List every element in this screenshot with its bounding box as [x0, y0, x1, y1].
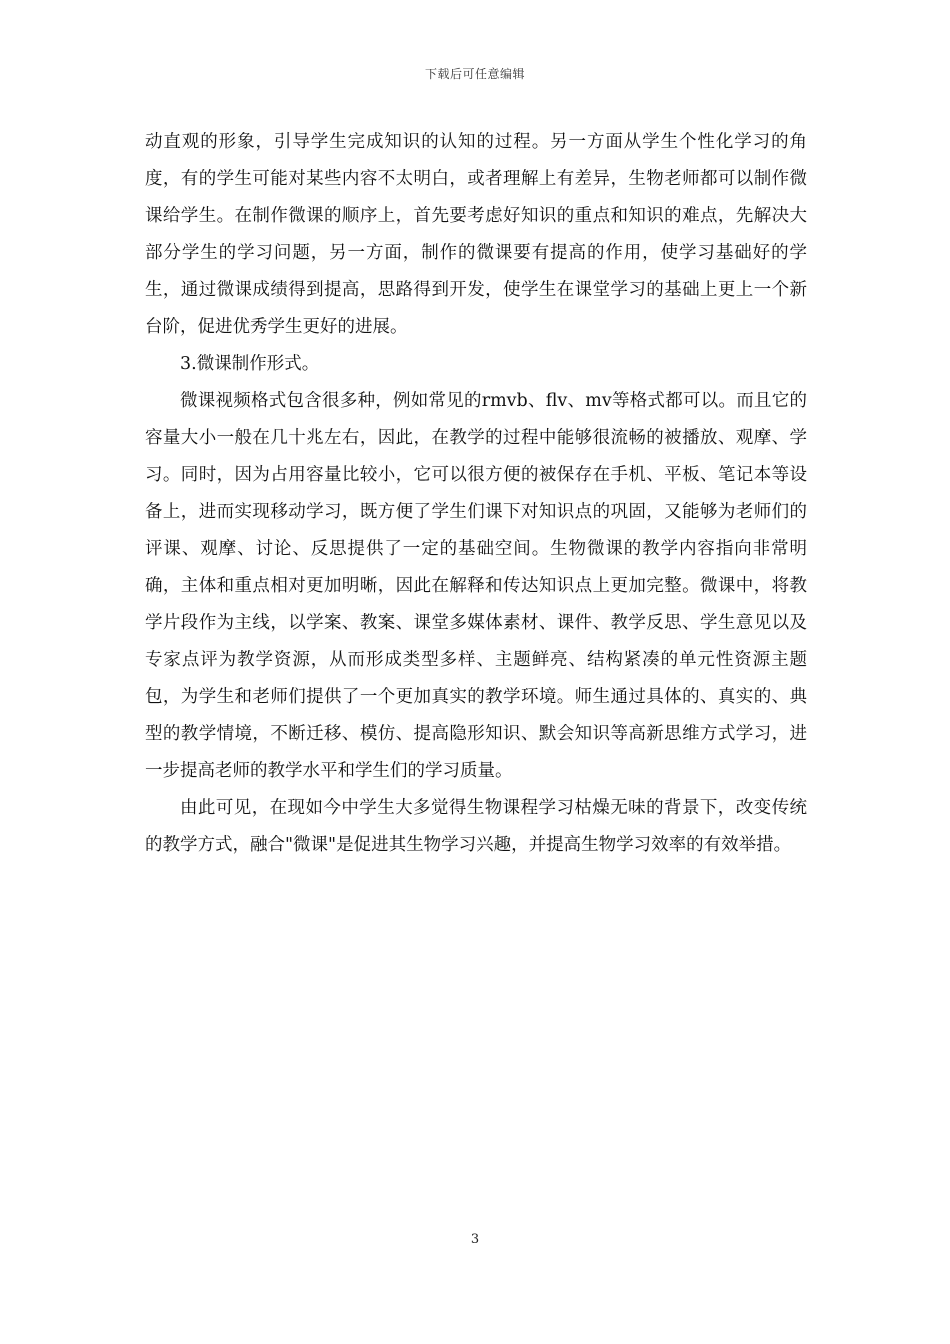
document-body [145, 124, 807, 864]
page-number: 3 [470, 1232, 480, 1247]
paragraph-format: 微课视频格式包含很多种，例如常见的rmvb、flv、mv等格式都可以。而且它的容量大小一般在几十兆左右，因此，在教学的过程中能够很流畅的被播放、观摩、学习。同时，因为占用容量比较小，它可以很方便的被保存在手机、平板、笔记本等设备上，进而实现移动学习，既方便了学生们课下对知识点的巩固，又能够为老师们的评课、观摩、讨论、反思提供了一定的基础空间。生物微课的教学内容指向非常明确，主体和重点相对更加明晰，因此在解释和传达知识点上更加完整。微课中，将教学片段作为主线，以学案、教案、课堂多媒体素材、课件、教学反思、学生意见以及专家点评为教学资源，从而形成类型多样、主题鲜亮、结构紧凑的单元性资源主题包，为学生和老师们提供了一个更加真实的教学环境。师生通过具体的、真实的、典型的教学情境，不断迁移、模仿、提高隐形知识、默会知识等高新思维方式学习，进一步提高老师的教学水平和学生们的学习质量。 [145, 391, 807, 781]
section-heading: 3.微课制作形式。 [180, 354, 320, 374]
paragraph-conclusion: 由此可见，在现如今中学生大多觉得生物课程学习枯燥无味的背景下，改变传统的教学方式，融合"微课"是促进其生物学习兴趣，并提高生物学习效率的有效举措。 [145, 798, 807, 855]
paragraph-continuation: 动直观的形象，引导学生完成知识的认知的过程。另一方面从学生个性化学习的角度，有的学生可能对某些内容不太明白，或者理解上有差异，生物老师都可以制作微课给学生。在制作微课的顺序上，首先要考虑好知识的重点和知识的难点，先解决大部分学生的学习问题，另一方面，制作的微课要有提高的作用，使学习基础好的学生，通过微课成绩得到提高，思路得到开发，使学生在课堂学习的基础上更上一个新台阶，促进优秀学生更好的进展。 [145, 132, 807, 337]
page-header: 下载后可任意编辑 [424, 67, 525, 81]
